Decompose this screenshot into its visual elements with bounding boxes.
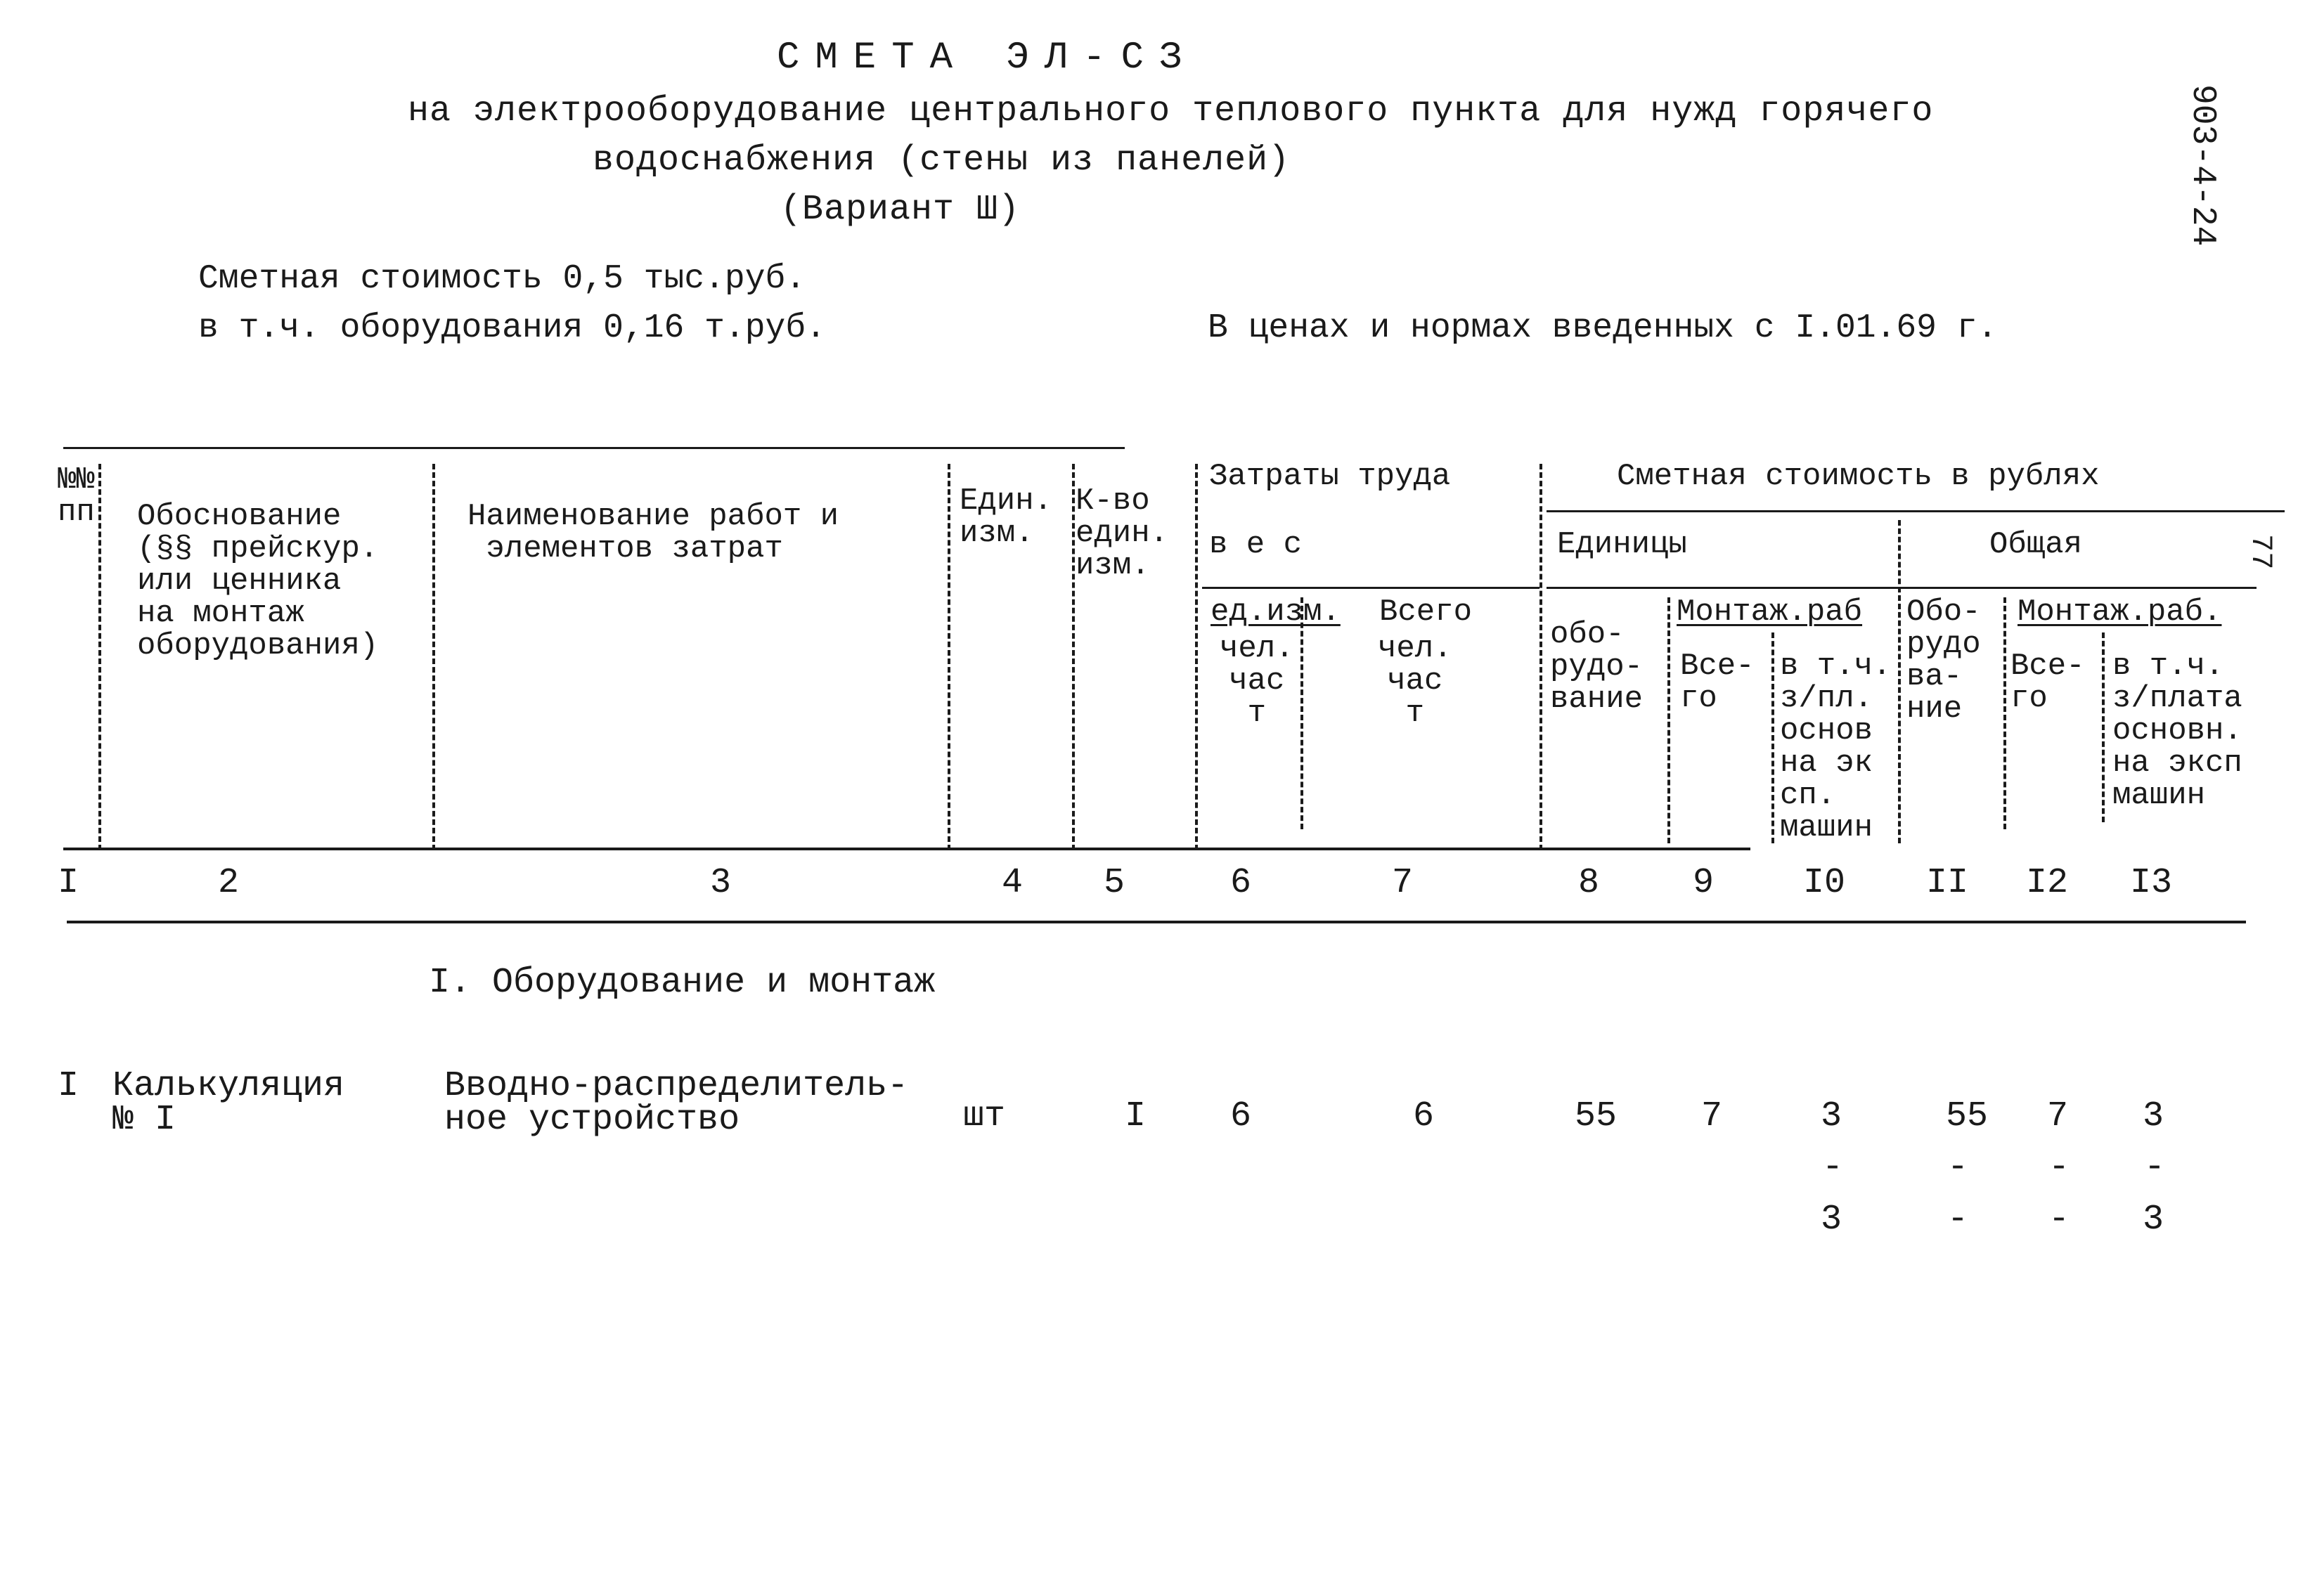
sub1-c10: - (1822, 1148, 1844, 1188)
hdr-total-group: Всего (1379, 595, 1473, 630)
hdr-col-8: обо- рудо- вание (1550, 617, 1644, 717)
colnum-13: I3 (2130, 863, 2173, 903)
row-c12: 7 (2047, 1096, 2069, 1136)
vsep-11 (2003, 597, 2006, 829)
vsep-7 (1539, 464, 1542, 850)
vsep-5 (1195, 464, 1198, 850)
colnum-5: 5 (1104, 863, 1125, 903)
vsep-12 (2102, 632, 2105, 822)
row-number: I (58, 1066, 79, 1106)
colnum-2: 2 (218, 863, 240, 903)
hdr-general: Общая (1989, 527, 2083, 562)
row-basis: Калькуляция № I (112, 1066, 345, 1140)
units-sub-rule (1547, 587, 2257, 589)
row-c13: 3 (2143, 1096, 2164, 1136)
vsep-10 (1898, 520, 1901, 843)
colnum-rule (67, 921, 2246, 923)
colnum-8: 8 (1578, 863, 1600, 903)
vsep-3 (948, 464, 950, 850)
row-c8: 55 (1575, 1096, 1618, 1136)
hdr-col-6: чел. час т (1220, 631, 1294, 731)
colnum-6: 6 (1230, 863, 1252, 903)
hdr-col-2: Обоснование (§§ прейскур. или ценника на монтаж оборудования) (137, 499, 379, 663)
sub2-c10: 3 (1821, 1200, 1842, 1240)
sub1-c13: - (2144, 1148, 2166, 1188)
hdr-units: Единицы (1557, 527, 1687, 562)
document-title: СМЕТА ЭЛ-СЗ (777, 37, 1198, 79)
row-c11: 55 (1946, 1096, 1989, 1136)
hdr-col-5: К-во един. изм. (1076, 484, 1169, 583)
title-line-1: на электрооборудование центрального теплового пункта для нужд горячего (408, 91, 1934, 131)
row-c6: 6 (1230, 1096, 1252, 1136)
row-unit: шт (963, 1096, 1006, 1136)
estimate-rule (1547, 510, 2285, 512)
cost-total: Сметная стоимость 0,5 тыс.руб. (198, 260, 806, 298)
page-number: 77 (2244, 534, 2278, 570)
hdr-col-12: Все- го (2010, 649, 2085, 716)
row-qty: I (1125, 1096, 1147, 1136)
hdr-col-7: чел. час т (1378, 631, 1452, 731)
colnum-7: 7 (1392, 863, 1414, 903)
hdr-col-1: №№ пп (58, 462, 95, 530)
sub2-c13: 3 (2143, 1200, 2164, 1240)
hdr-estimate: Сметная стоимость в рублях (1617, 459, 2100, 494)
hdr-labor: Затраты труда (1209, 459, 1451, 494)
cost-equipment: в т.ч. оборудования 0,16 т.руб. (198, 309, 826, 347)
row-c7: 6 (1413, 1096, 1435, 1136)
sub1-c11: - (1947, 1148, 1969, 1188)
row-name: Вводно-распределитель- ное устройство (444, 1066, 909, 1140)
hdr-col-10: в т.ч. з/пл. основ на эк сп. машин (1780, 649, 1892, 845)
hdr-mount-unit: Монтаж.раб (1677, 595, 1863, 630)
vsep-4 (1072, 464, 1075, 850)
variant-label: (Вариант Ш) (780, 190, 1021, 230)
sub1-c12: - (2048, 1148, 2070, 1188)
vsep-2 (432, 464, 435, 850)
table-top-rule (63, 447, 1125, 449)
vsep-1 (98, 464, 101, 850)
labor-sub-rule (1202, 587, 1539, 589)
section-title: I. Оборудование и монтаж (429, 963, 936, 1003)
title-line-2: водоснабжения (стены из панелей) (593, 141, 1291, 181)
side-code: 903-4-24 (2183, 84, 2221, 247)
colnum-1: I (58, 863, 79, 903)
hdr-mount-total: Монтаж.раб. (2018, 595, 2222, 630)
colnum-10: I0 (1803, 863, 1846, 903)
header-bottom-rule (63, 848, 1750, 850)
colnum-9: 9 (1693, 863, 1715, 903)
vsep-9 (1771, 632, 1774, 843)
colnum-11: II (1926, 863, 1969, 903)
colnum-12: I2 (2026, 863, 2069, 903)
sub2-c12: - (2048, 1200, 2070, 1240)
colnum-4: 4 (1002, 863, 1024, 903)
sub2-c11: - (1947, 1200, 1969, 1240)
hdr-unit-group: ед.изм. (1211, 595, 1341, 630)
row-c10: 3 (1821, 1096, 1842, 1136)
colnum-3: 3 (710, 863, 732, 903)
vsep-6 (1300, 597, 1303, 829)
hdr-col-4: Един. изм. (960, 484, 1053, 551)
hdr-col-3: Наименование работ и элементов затрат (467, 499, 839, 566)
hdr-col-11: Обо- рудо ва- ние (1906, 595, 1981, 727)
row-c9: 7 (1701, 1096, 1723, 1136)
hdr-col-13: в т.ч. з/плата основн. на эксп машин (2112, 649, 2242, 813)
vsep-8 (1667, 597, 1670, 843)
hdr-col-9: Все- го (1680, 649, 1755, 716)
hdr-ves: в е с (1209, 527, 1303, 562)
prices-note: В ценах и нормах введенных с I.01.69 г. (1208, 309, 1998, 347)
